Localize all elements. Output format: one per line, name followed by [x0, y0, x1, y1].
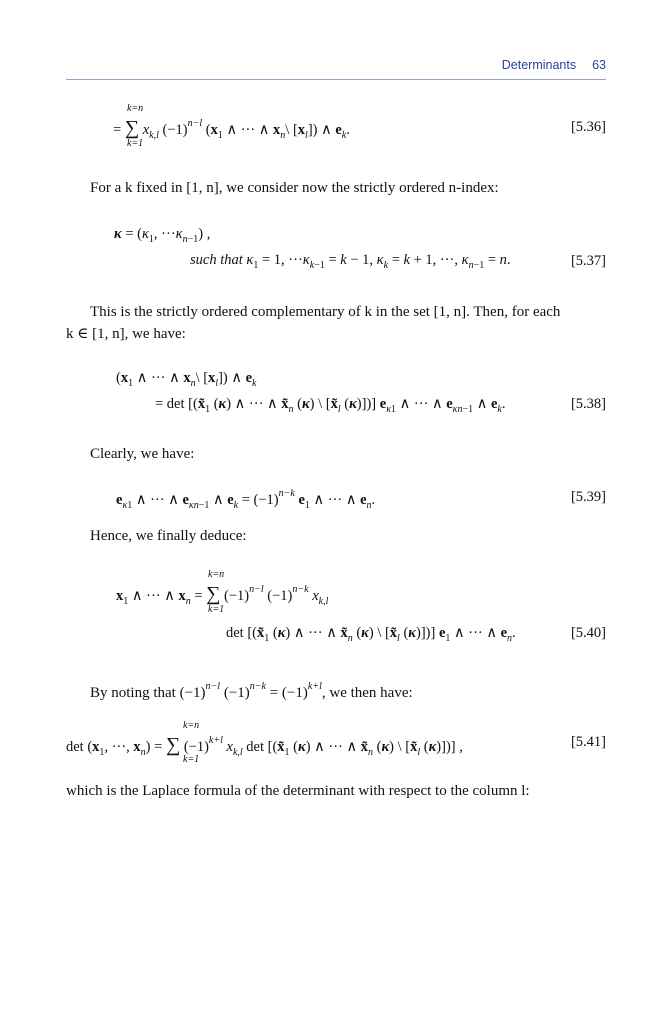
- equation-540-line1: $x_1$ ∧ ··· ∧ $x_n$ = ∑ $(-1)^{n-l}$ $(-1)^{n-k}$ $x_{k,l}$: [116, 583, 329, 607]
- paragraph-3: Clearly, we have:: [90, 446, 195, 462]
- paragraph-1: For a k fixed in [1, n], we consider now the strictly ordered n-index:: [90, 180, 499, 196]
- equation-537: such that $\kappa_1 = 1$, $\cdot\cdot\cdot\kappa_{k-1} = k - 1$, $\kappa_k = k + 1$, ···, $\kappa_{n-1} = n$.: [190, 252, 511, 271]
- equation-tag-536: [5.36]: [570, 119, 606, 135]
- equation-538-line1: ($x_1$ ∧ ··· ∧ $x_n\backslash$ $[x_l]$) ∧ $e_k$: [116, 370, 257, 389]
- equation-540-line2: $\det [(x̃_1$ (κ) ∧ ··· ∧ $x̃_n$ (κ) \ [$x̃_l$ (κ)])] $e_1$ ∧ ··· ∧ $e_n$.: [226, 625, 516, 644]
- sum-upper-limit: k=n: [183, 720, 200, 731]
- equation-538-line2: = $\det [(x̃_1$ (κ) ∧ ··· ∧ $x̃_n$ (κ) \ [$x̃_l$ (κ)])] $e_{\kappa 1}$ ∧ ··· ∧ $e_{\kappa n-1}$ ∧ $e_k$.: [155, 396, 506, 415]
- equation-541: $\det (x_1$, ···, $x_n$) = ∑ $(-1)^{k+l}$ $x_{k,l}$ $\det [(x̃_1$ (κ) ∧ ··· ∧ $x̃_n$ (κ) \ [$x̃_l$ (κ)])] ,: [66, 734, 463, 758]
- equation-539: $e_{\kappa 1}$ ∧ ··· ∧ $e_{\kappa n-1}$ ∧ $e_k = (-1)^{n-k}$ $e_1$ ∧ ··· ∧ $e_n$.: [116, 488, 376, 511]
- header-rule: [66, 79, 606, 80]
- equation-536: = ∑ $x_{k,l}$ $(-1)^{n-l}$ ($x_1$ ∧ ··· ∧ $x_n\backslash$ $[x_l]$) ∧ $e_k$.: [113, 117, 350, 141]
- paragraph-4: Hence, we finally deduce:: [90, 528, 247, 544]
- equation-tag-540: [5.40]: [570, 625, 606, 641]
- page-number: 63: [592, 58, 606, 72]
- sum-lower-limit: k=1: [127, 138, 144, 149]
- equation-tag-541: [5.41]: [570, 734, 606, 750]
- paragraph-5-lead: By noting that: [90, 685, 176, 701]
- sum-lower-limit: k=1: [183, 754, 200, 765]
- paragraph-2b: k ∈ [1, n], we have:: [66, 326, 186, 342]
- running-header: [502, 58, 606, 72]
- paragraph-2a: This is the strictly ordered complementary of k in the set [1, n]. Then, for each: [90, 304, 561, 320]
- kappa-definition: $\kappa = (\kappa_1$, $\cdot\cdot\cdot\kappa_{n-1}$) ,: [114, 226, 211, 245]
- equation-tag-537: [5.37]: [570, 253, 606, 269]
- sum-upper-limit: k=n: [127, 103, 144, 114]
- paragraph-6: which is the Laplace formula of the determinant with respect to the column l:: [66, 783, 530, 799]
- section-title: Determinants: [501, 58, 577, 72]
- paragraph-5: By noting that $(-1)^{n-l}$ $(-1)^{n-k} = (-1)^{k+l}$, we then have:: [90, 681, 413, 701]
- equation-tag-539: [5.39]: [570, 489, 606, 505]
- sum-lower-limit: k=1: [208, 604, 225, 615]
- sum-upper-limit: k=n: [208, 569, 225, 580]
- such-that-text: such that: [190, 252, 243, 268]
- paragraph-5-tail: , we then have:: [321, 685, 413, 701]
- equation-tag-538: [5.38]: [570, 396, 606, 412]
